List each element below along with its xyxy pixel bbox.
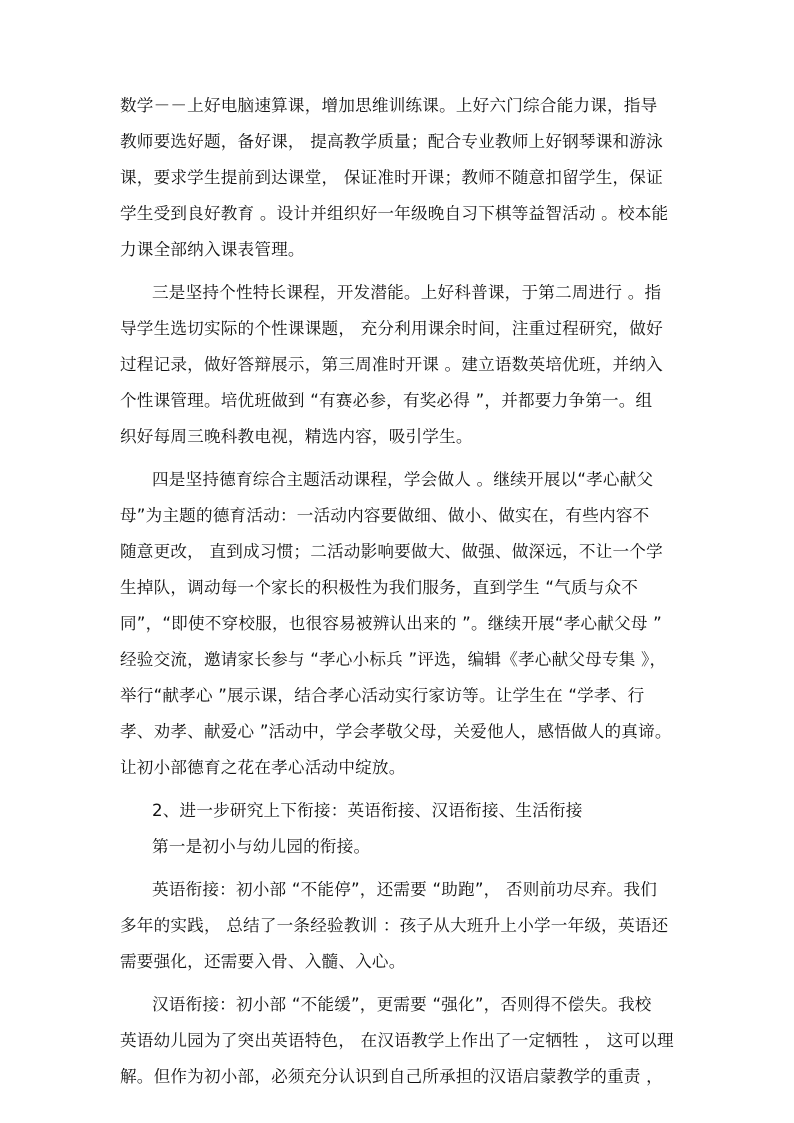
text-line: 织好每周三晚科教电视，精选内容，吸引学生。 xyxy=(120,427,473,446)
text-line: 第一是初小与幼儿园的衔接。 xyxy=(152,837,371,856)
text-line: 课，要求学生提前到达课堂， 保证准时开课；教师不随意扣留学生，保证 xyxy=(120,168,663,187)
section-heading xyxy=(120,793,680,829)
text-line: 2、进一步研究上下衔接：英语衔接、汉语衔接、生活衔接 xyxy=(152,801,583,820)
text-line: 英语幼儿园为了突出英语特色， 在汉语教学上作出了一定牺牲 ， 这可以理 xyxy=(120,1031,674,1050)
text-line: 让初小部德育之花在孝心活动中绽放。 xyxy=(120,758,406,777)
text-line: 三是坚持个性特长课程，开发潜能。上好科普课，于第二周进行 。指 xyxy=(152,283,662,302)
text-line: 导学生选切实际的个性课课题， 充分利用课余时间，注重过程研究，做好 xyxy=(120,319,663,338)
paragraph xyxy=(120,88,680,268)
text-line: 孝、劝孝、献爱心 ”活动中，学会孝敬父母，关爱他人，感悟做人的真谛。 xyxy=(120,722,672,741)
text-line: 个性课管理。培优班做到 “有赛必参，有奖必得 ”，并都要力争第一。组 xyxy=(120,391,653,410)
paragraph xyxy=(120,275,680,455)
text-line: 数学－－上好电脑速算课，增加思维训练课。上好六门综合能力课，指导 xyxy=(120,96,658,115)
subsection-heading xyxy=(120,829,680,865)
text-line: 英语衔接：初小部 “不能停”，还需要 “助跑”， 否则前功尽弃。我们 xyxy=(152,880,658,899)
text-line: 需要强化，还需要入骨、入髓、入心。 xyxy=(120,952,406,971)
text-line: 随意更改， 直到成习惯；二活动影响要做大、做强、做深远，不让一个学 xyxy=(120,542,663,561)
text-line: 学生受到良好教育 。设计并组织好一年级晚自习下棋等益智活动 。校本能 xyxy=(120,204,669,223)
text-line: 教师要选好题，备好课， 提高教学质量；配合专业教师上好钢琴课和游泳 xyxy=(120,132,663,151)
text-line: 同”，“即使不穿校服，也很容易被辨认出来的 ”。继续开展“孝心献父母 ” xyxy=(120,614,662,633)
text-line: 多年的实践， 总结了一条经验教训 ：孩子从大班升上小学一年级，英语还 xyxy=(120,916,669,935)
paragraph xyxy=(120,987,680,1095)
text-line: 四是坚持德育综合主题活动课程，学会做人 。继续开展以“孝心献父 xyxy=(152,470,654,489)
paragraph xyxy=(120,462,680,786)
text-line: 经验交流，邀请家长参与 “孝心小标兵 ”评选，编辑《孝心献父母专集 》， xyxy=(120,650,667,669)
paragraph xyxy=(120,872,680,980)
text-line: 过程记录，做好答辩展示，第三周准时开课 。建立语数英培优班，并纳入 xyxy=(120,355,663,374)
body-text xyxy=(120,88,680,1095)
text-line: 解。但作为初小部，必须充分认识到自己所承担的汉语启蒙教学的重责 ， xyxy=(120,1067,663,1086)
text-line: 母”为主题的德育活动：一活动内容要做细、做小、做实在，有些内容不 xyxy=(120,506,650,525)
text-line: 汉语衔接：初小部 “不能缓”，更需要 “强化”，否则得不偿失。我校 xyxy=(152,995,652,1014)
text-line: 举行“献孝心 ”展示课，结合孝心活动实行家访等。让学生在 “学孝、行 xyxy=(120,686,645,705)
text-line: 生掉队，调动每一个家长的积极性为我们服务，直到学生 “气质与众不 xyxy=(120,578,639,597)
text-line: 力课全部纳入课表管理。 xyxy=(120,240,305,259)
